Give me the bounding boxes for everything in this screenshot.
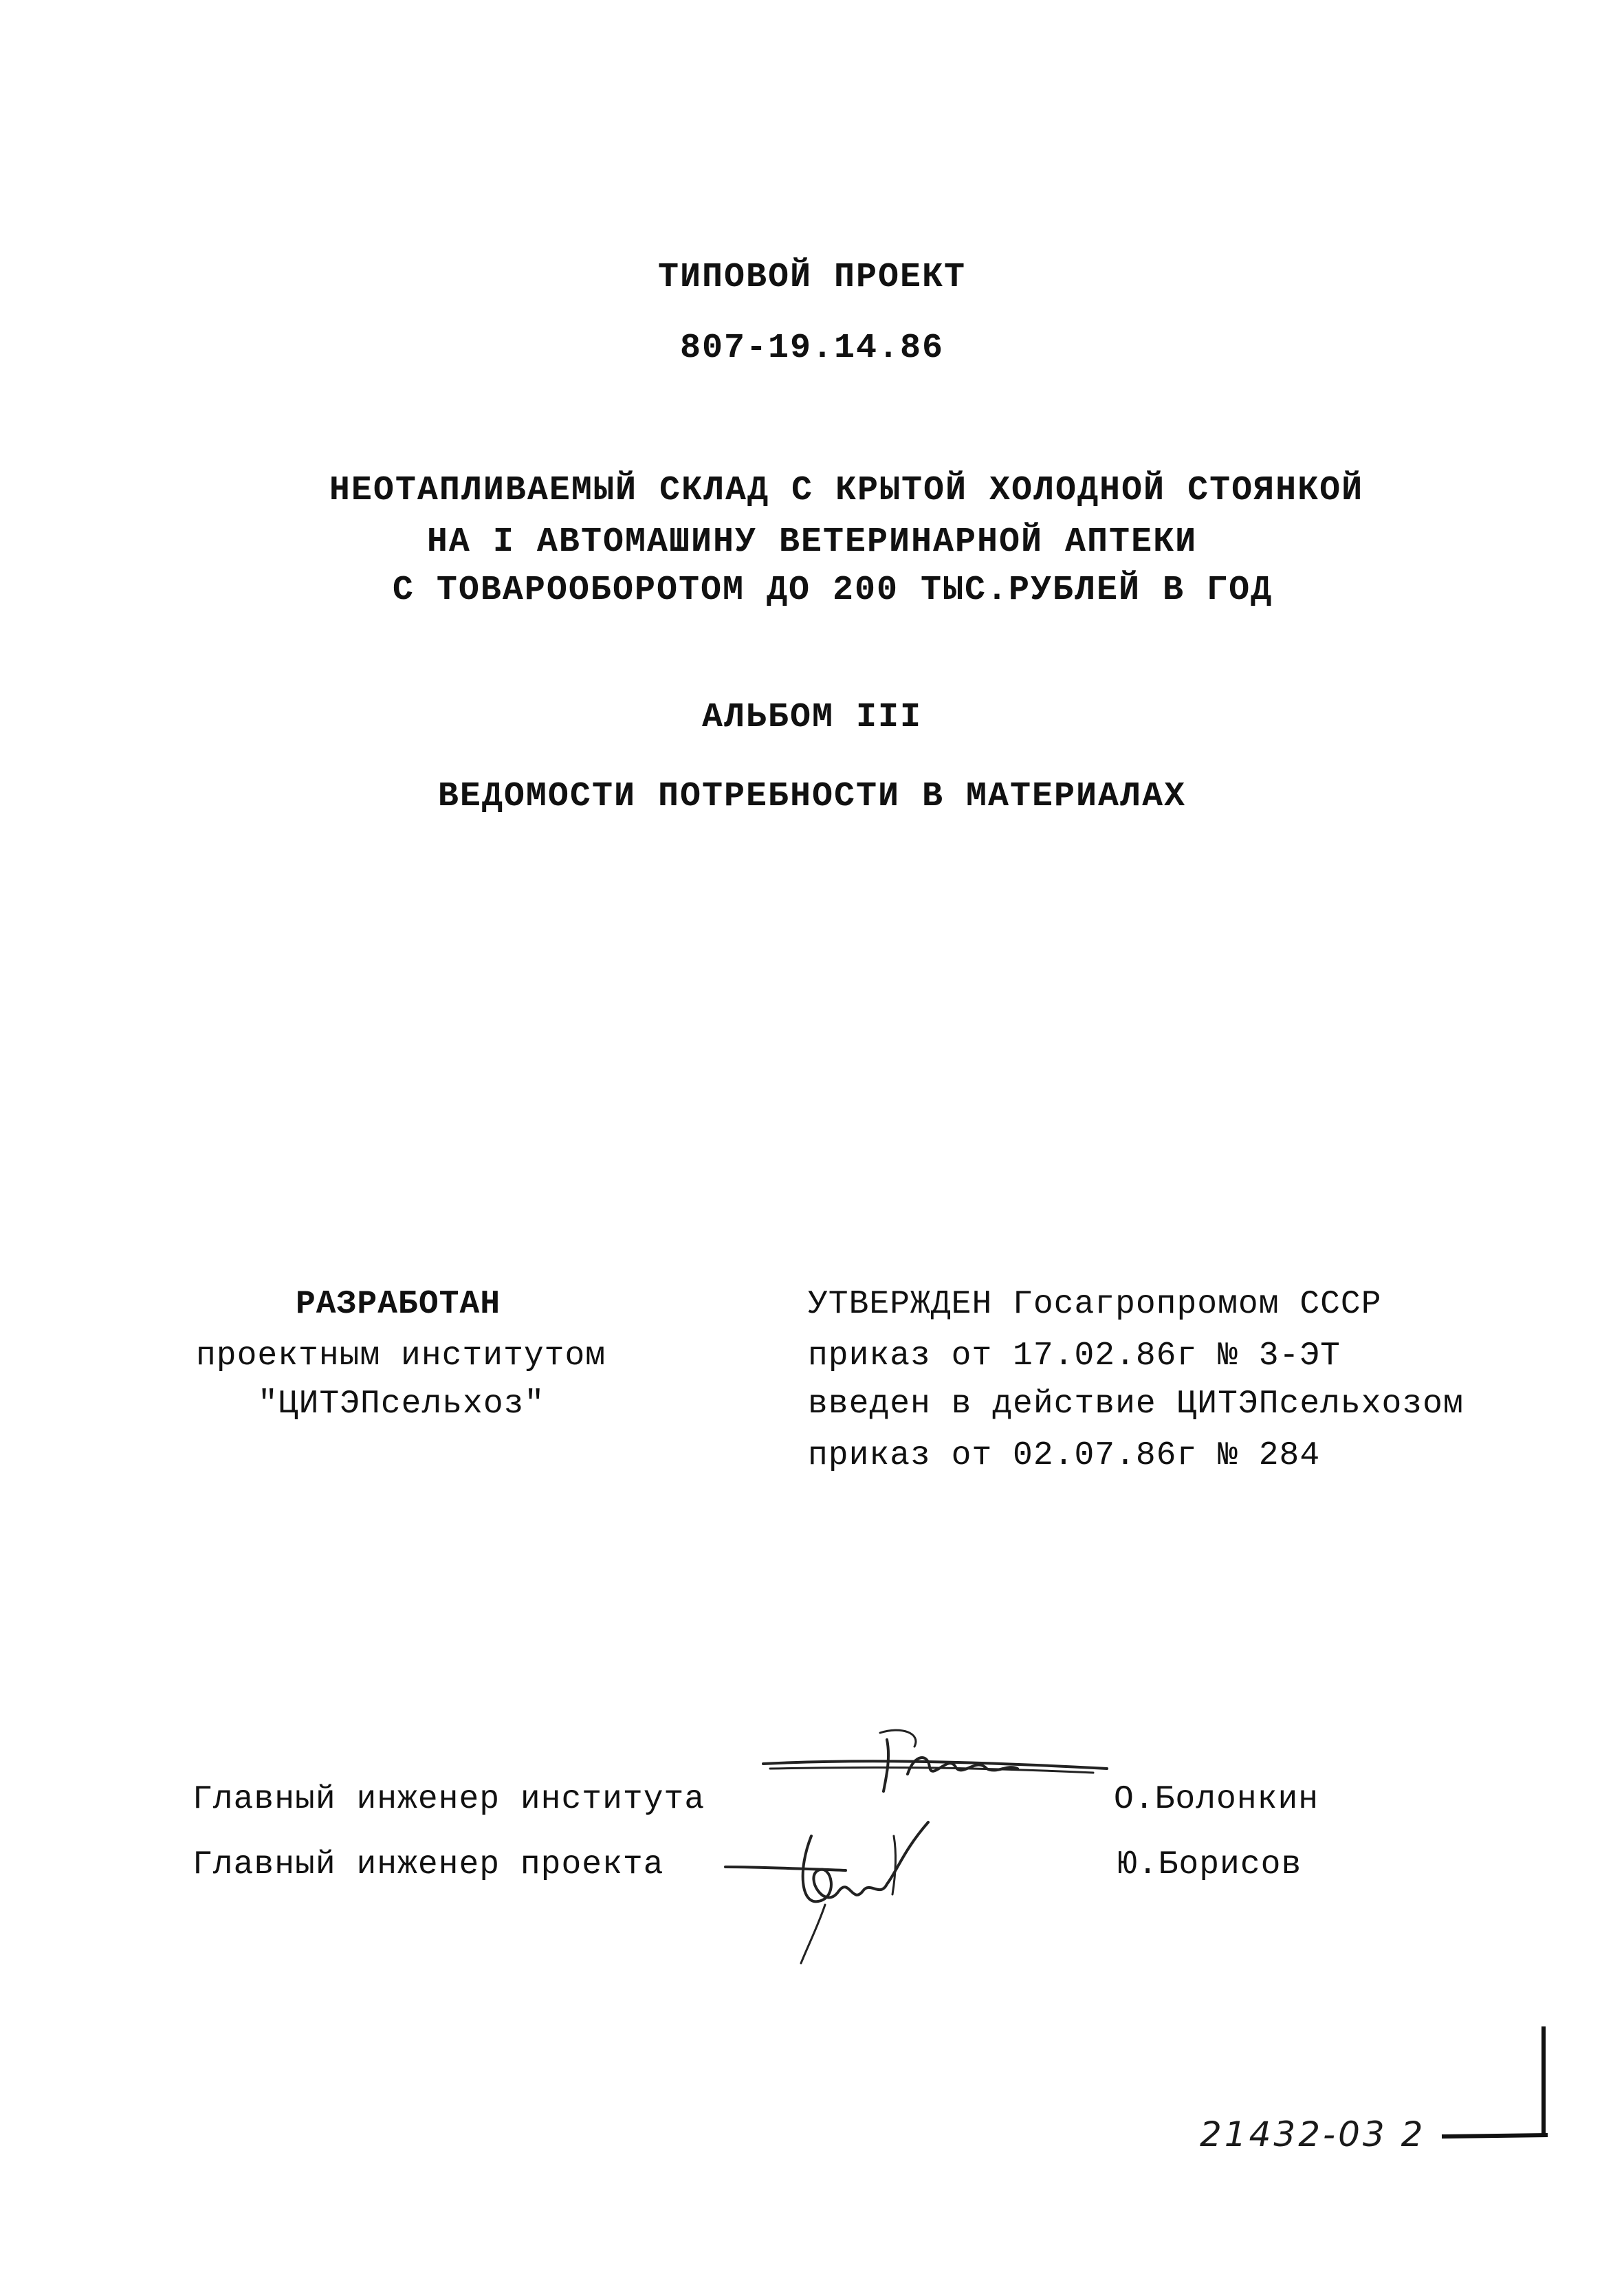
album-subtitle: ВЕДОМОСТИ ПОТРЕБНОСТИ В МАТЕРИАЛАХ [437, 777, 1187, 816]
subject-line-3: С ТОВАРООБОРОТОМ ДО 200 ТЫС.РУБЛЕЙ В ГОД [392, 571, 1273, 610]
approved-line-1: УТВЕРЖДЕН Госагропромом СССР [808, 1286, 1382, 1323]
archive-number: 21432-03 2 [1200, 2114, 1426, 2154]
signature-role-2: Главный инженер проекта [193, 1846, 664, 1883]
project-number: 807-19.14.86 [679, 329, 945, 368]
approved-line-3: введен в действие ЦИТЭПсельхозом [808, 1386, 1464, 1423]
corner-mark [1430, 2025, 1554, 2149]
handwritten-signature-1 [749, 1726, 1121, 1808]
signature-name-2: Ю.Борисов [1117, 1846, 1302, 1883]
signature-name-1: О.Болонкин [1114, 1781, 1319, 1818]
developed-line-3: "ЦИТЭПсельхоз" [258, 1386, 545, 1423]
title-line-1: ТИПОВОЙ ПРОЕКТ [657, 258, 967, 297]
approved-line-2: приказ от 17.02.86г № 3-ЭТ [808, 1337, 1341, 1375]
album-title: АЛЬБОМ III [701, 698, 923, 737]
signature-role-1: Главный инженер института [193, 1781, 705, 1818]
handwritten-signature-2 [722, 1808, 969, 1967]
approved-line-4: приказ от 02.07.86г № 284 [808, 1437, 1321, 1474]
developed-heading: РАЗРАБОТАН [296, 1286, 501, 1323]
developed-line-2: проектным институтом [196, 1337, 606, 1375]
subject-line-1: НЕОТАПЛИВАЕМЫЙ СКЛАД С КРЫТОЙ ХОЛОДНОЙ СТОЯНКОЙ [329, 471, 1364, 510]
subject-line-2: НА I АВТОМАШИНУ ВЕТЕРИНАРНОЙ АПТЕКИ [426, 523, 1198, 562]
